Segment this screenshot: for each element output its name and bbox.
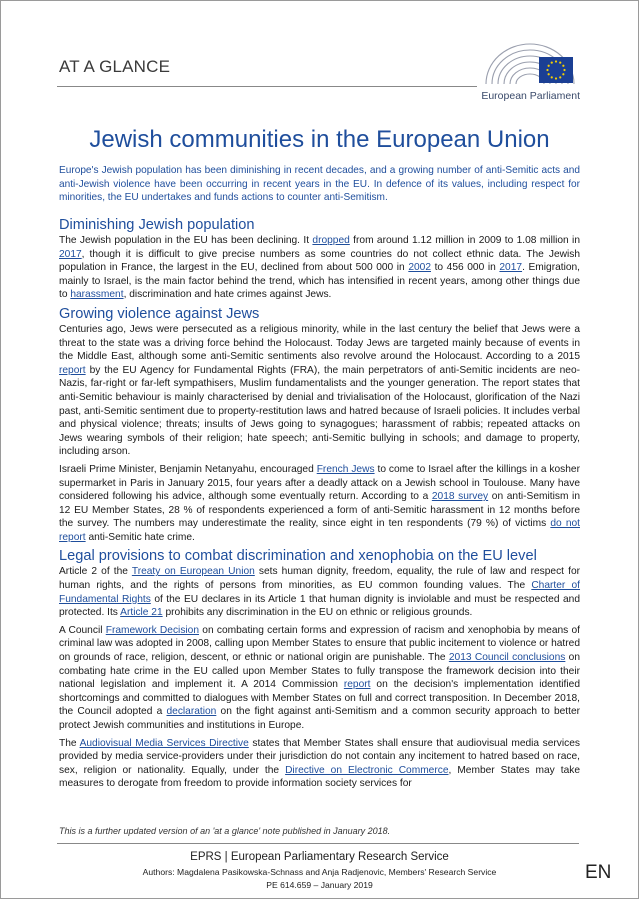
text-run: on anti-Semitism in 12 EU Member States, 28 % of respondents experienced a form of anti-Semitic harassment in 12 months before the survey. The numbers may underestimate the reality, since eight in ten respondents (79 %) of victims [59,491,580,530]
text-run: Centuries ago, Jews were persecuted as a religious minority, while in the last century the belief that Jews were a threat to the state was a driving force behind the Holocaust. Today Jews are targeted mainly because of events in the Middle East, although some anti-Semitic sentiments also revolve around the Holocaust. According to a 2015 [59,323,580,363]
body-paragraph [59,234,580,302]
section-heading: Diminishing Jewish population [59,217,255,233]
body-paragraph [59,463,580,545]
header-divider [57,86,477,87]
hyperlink[interactable]: Treaty on European Union [131,566,255,578]
language-code: EN [585,862,612,883]
hyperlink[interactable]: 2017 [499,262,523,274]
text-run: anti-Semitic hate crime. [85,531,195,543]
text-run: to 456 000 in [431,262,500,274]
text-run: The [59,737,80,749]
page-title: Jewish communities in the European Union [89,126,550,153]
article-body [59,217,580,795]
text-run: states that Member States shall ensure that audiovisual media services provided by media service-providers under their jurisdiction do not contain any incitement to hatred based on race, sex, religion or nationality. Equally, under the [59,737,581,776]
body-paragraph [59,624,580,733]
text-run: sets human dignity, freedom, equality, the rule of law and respect for human rights, and the rights of persons from minorities, as EU common founding values. The [59,566,580,592]
text-run: , discrimination and hate crimes against Jews. [123,289,332,301]
hyperlink[interactable]: 2017 [59,248,82,260]
text-run: , Member States may take measures to derogate from freedom to provide information society services for [59,764,580,790]
hyperlink[interactable]: French Jews [316,463,375,475]
body-paragraph [59,737,580,791]
flag-star [546,69,548,71]
logo-wordmark: European Parliament [481,90,580,102]
version-note: This is a further updated version of an 'at a glance' note published in January 2018. [59,826,391,836]
hyperlink[interactable]: 2018 survey [431,491,489,503]
hyperlink[interactable]: 2013 Council conclusions [448,652,566,664]
text-run: Israeli Prime Minister, Benjamin Netanyahu, encouraged [59,463,317,475]
hyperlink[interactable]: dropped [312,235,350,246]
hyperlink[interactable]: do not report [59,518,580,543]
flag-star [563,69,565,71]
hyperlink[interactable]: Article 21 [120,607,163,619]
text-run: to come to Israel after the killings in a kosher supermarket in Paris in January 2015, four years after a deadly attack on a Jewish school in Toulouse. Many have considered following his advice, although some eventually return. According to a [59,463,580,503]
section-heading: Legal provisions to combat discrimination and xenophobia on the EU level [59,548,537,565]
hyperlink[interactable]: declaration [166,706,217,718]
flag-star [548,65,550,67]
hyperlink[interactable]: 2002 [408,262,431,274]
text-run: Article 2 of the [59,566,132,578]
authors-line: Authors: Magdalena Pasikowska-Schnass and Anja Radjenovic, Members' Research Service [142,867,497,877]
flag-star [551,76,553,78]
text-run: from around 1.12 million in 2009 to 1.08 million in [349,235,580,246]
body-paragraph [59,323,580,459]
footer-divider [57,843,579,844]
reference-line: PE 614.659 – January 2019 [266,880,373,890]
flag-star [551,62,553,64]
text-run: on the fight against anti-Semitism and a common security approach to better protect Jewish communities and institutions in Europe. [59,706,581,731]
hyperlink[interactable]: Audiovisual Media Services Directive [79,737,249,749]
text-run: on combating certain forms and expression of racism and xenophobia by means of criminal law was adopted in 2008, calling upon Member States to ensure that public incitement to violence or hatred on grounds of race, religion, descent, or ethnic or national origin are punishable. The [59,624,581,664]
flag-star [555,60,557,62]
text-run: . Emigration, mainly to Israel, is the main factor behind the trend, which has intensified in recent years, among other things due to [59,262,581,301]
flag-star [562,65,564,67]
text-run: by the EU Agency for Fundamental Rights (FRA), the main perpetrators of anti-Semitic incidents are neo-Nazis, far-right or far-left sympathisers, Muslim fundamentalists and the younger generation. The report states that anti-Semitic behaviour is mainly characterised by denial and trivialisation of the Holocaust, glorification of the Nazi past, anti-Semitic sentiment due to property-restitution laws and hatred because of Israeli policies. It includes verbal and physical violence; threats; insults of Jews going to synagogues; harassment of rabbis; repeated attacks on Jews wearing symbols of their religion; hate speech; anti-Semitic bullying in schools; and damage to property, including arson. [59,364,580,458]
text-run: on the decision's implementation identified shortcomings and committed to dialogues with Member States on full and correct transposition. In December 2018, the Council adopted a [59,679,580,718]
text-run: A Council [59,624,106,636]
text-run: on combating hate crime in the EU called upon Member States to fully transpose the framework decision into their national legislation and implement it. A 2014 Commission [59,652,580,691]
hyperlink[interactable]: Directive on Electronic Commerce [285,764,449,776]
flag-star [555,77,557,79]
text-run: of the EU declares in its Article 1 that human dignity is inviolable and must be respected and protected. Its [59,593,580,619]
document-type-label: AT A GLANCE [59,57,171,76]
section-heading: Growing violence against Jews [59,305,260,322]
hyperlink[interactable]: harassment [70,289,124,301]
flag-star [559,62,561,64]
hyperlink[interactable]: Framework Decision [105,624,200,636]
intro-summary: Europe's Jewish population has been diminishing in recent decades, and a growing number of anti-Semitic acts and anti-Jewish violence have been occurring in recent years in the EU. In defence of its values, including respect for minorities, the EU undertakes and funds actions to counter anti-Semitism. [59,165,580,204]
publisher-line: EPRS | European Parliamentary Research Service [190,851,449,863]
flag-star [562,73,564,75]
text-run: The Jewish population in the EU has been declining. It [59,235,313,246]
hyperlink[interactable]: Charter of Fundamental Rights [59,580,581,605]
flag-star [548,73,550,75]
flag-star [559,76,561,78]
text-run: , though it is difficult to give precise numbers as some countries do not collect ethnic data. The Jewish population in France, the largest in the EU, declined from about 500 000 in [59,248,580,274]
text-run: prohibits any discrimination in the EU on ethnic or religious grounds. [162,607,473,619]
body-paragraph [59,565,580,619]
hyperlink[interactable]: report [343,679,371,691]
hyperlink[interactable]: report [59,364,86,376]
